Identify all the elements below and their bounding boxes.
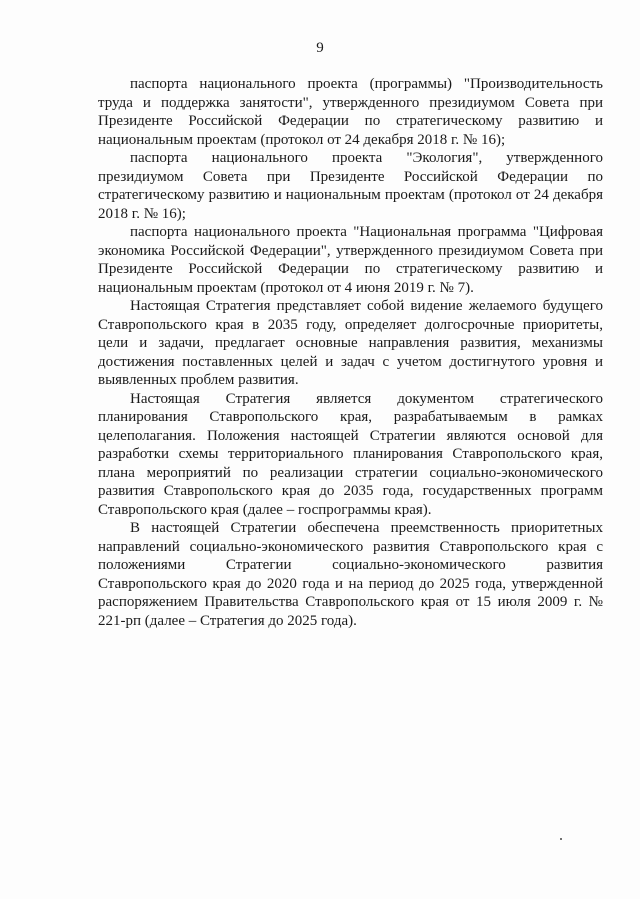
paragraph-4: Настоящая Стратегия представляет собой видение желаемого будущего Ставропольского края в 2035 году, определяет долгосрочные приоритеты, цели и задачи, предлагает основные направления развития, механизмы достижения поставленных целей и задач с учетом достигнутого уровня и выявленных проблем развития. [98, 298, 603, 388]
document-body [98, 75, 603, 630]
paragraph-6: В настоящей Стратегии обеспечена преемственность приоритетных направлений социально-экономического развития Ставропольского края с положениями Стратегии социально-экономического развития Ставропольского края до 2020 года и на период до 2025 года, утвержденной распоряжением Правительства Ставропольского края от 15 июля 2009 г. № 221-рп (далее – Стратегия до 2025 года). [98, 520, 603, 629]
paragraph-1: паспорта национального проекта (программы) "Производительность труда и поддержка занятости", утвержденного президиумом Совета при Президенте Российской Федерации по стратегическому развитию и национальным проектам (протокол от 24 декабря 2018 г. № 16); [98, 76, 603, 148]
paragraph-5: Настоящая Стратегия является документом стратегического планирования Ставропольского края, разрабатываемым в рамках целеполагания. Положения настоящей Стратегии являются основой для разработки схемы территориального планирования Ставропольского края, плана мероприятий по реализации стратегии социально-экономического развития Ставропольского края до 2035 года, государственных программ Ставропольского края (далее – госпрограммы края). [98, 390, 603, 518]
scan-speck [560, 838, 562, 840]
paragraph-2: паспорта национального проекта "Экология", утвержденного президиумом Совета при Президенте Российской Федерации по стратегическому развитию и национальным проектам (протокол от 24 декабря 2018 г. № 16); [98, 150, 603, 222]
paragraph-3: паспорта национального проекта "Национальная программа "Цифровая экономика Российской Федерации", утвержденного президиумом Совета при Президенте Российской Федерации по стратегическому развитию и национальным проектам (протокол от 4 июня 2019 г. № 7). [98, 224, 603, 296]
page-number: 9 [316, 40, 324, 56]
